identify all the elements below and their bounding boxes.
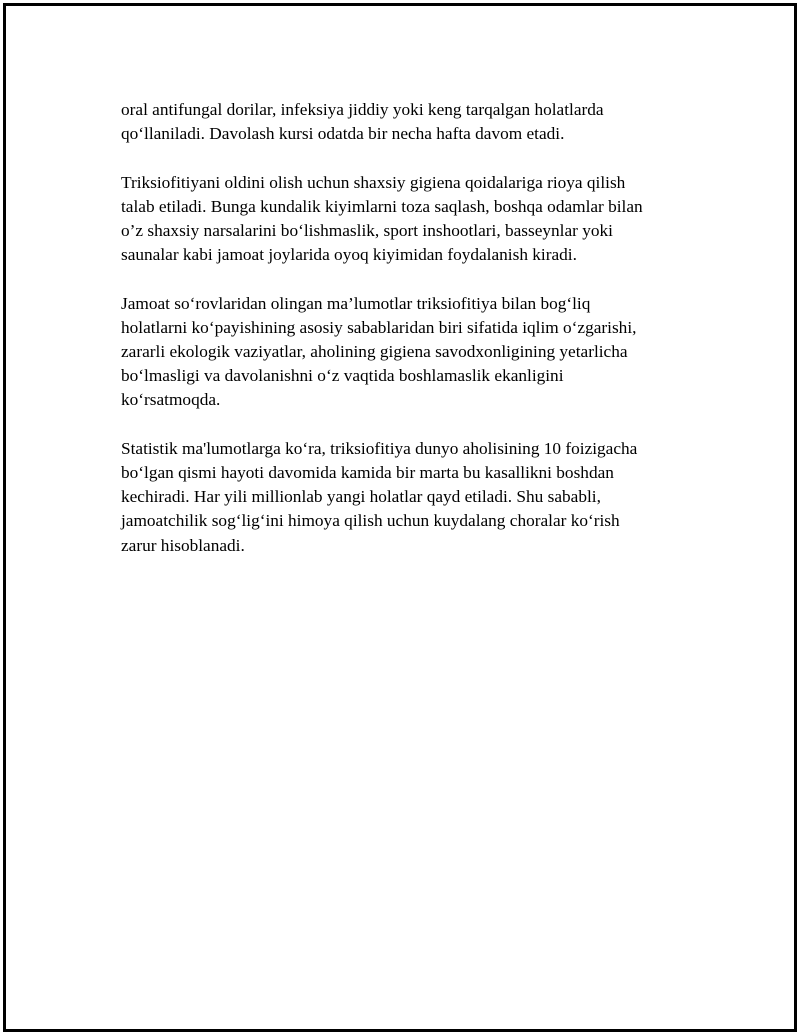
text-line: bo‘lmasligi va davolanishni o‘z vaqtida boshlamaslik ekanligini	[121, 366, 564, 386]
page-frame	[3, 3, 797, 1032]
document-body	[121, 98, 711, 582]
text-line: Statistik ma'lumotlarga ko‘ra, triksiofitiya dunyo aholisining 10 foizigacha	[121, 438, 638, 458]
text-line: oral antifungal dorilar, infeksiya jiddiy yoki keng tarqalgan holatlarda	[121, 100, 604, 119]
paragraph-1	[121, 98, 711, 146]
text-line: kechiradi. Har yili millionlab yangi holatlar qayd etiladi. Shu sababli,	[121, 487, 601, 507]
text-line: holatlarni ko‘payishining asosiy sabablaridan biri sifatida iqlim o‘zgarishi,	[121, 317, 637, 337]
text-line: qo‘llaniladi. Davolash kursi odatda bir necha hafta davom etadi.	[121, 124, 565, 144]
text-line: jamoatchilik sog‘lig‘ini himoya qilish uchun kuydalang choralar ko‘rish	[121, 511, 620, 531]
paragraph-3	[121, 292, 711, 413]
text-line: zararli ekologik vaziyatlar, aholining gigiena savodxonligining yetarlicha	[121, 342, 628, 361]
text-line: Jamoat so‘rovlaridan olingan ma’lumotlar triksiofitiya bilan bog‘liq	[121, 293, 591, 313]
text-line: saunalar kabi jamoat joylarida oyoq kiyimidan foydalanish kiradi.	[121, 245, 577, 265]
text-line: Triksiofitiyani oldini olish uchun shaxsiy gigiena qoidalariga rioya qilish	[121, 172, 626, 192]
text-line: ko‘rsatmoqda.	[121, 390, 221, 410]
text-line: bo‘lgan qismi hayoti davomida kamida bir marta bu kasallikni boshdan	[121, 463, 614, 482]
paragraph-2	[121, 171, 711, 268]
text-line: talab etiladi. Bunga kundalik kiyimlarni toza saqlash, boshqa odamlar bilan	[121, 196, 643, 216]
text-line: zarur hisoblanadi.	[121, 535, 245, 555]
paragraph-4	[121, 437, 711, 558]
text-line: o’z shaxsiy narsalarini bo‘lishmaslik, sport inshootlari, basseynlar yoki	[121, 221, 613, 240]
